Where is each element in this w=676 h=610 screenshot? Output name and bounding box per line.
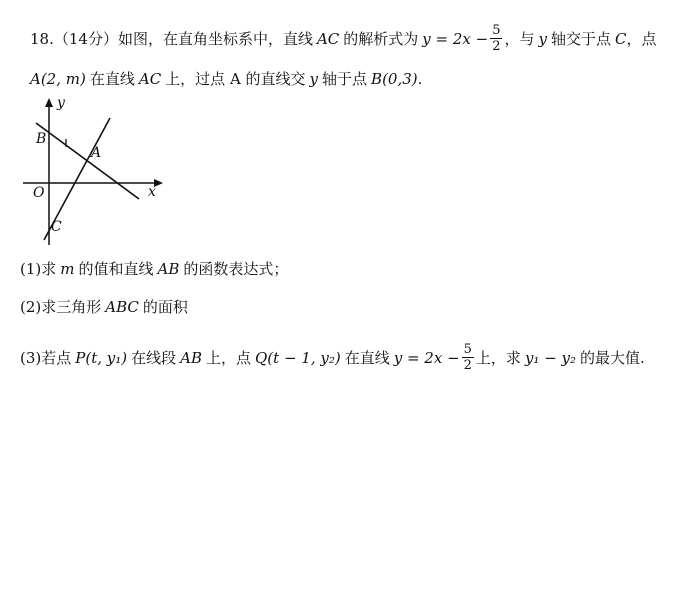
x-axis-label: x <box>148 184 156 200</box>
difference-expression: y₁ − y₂ <box>524 348 577 367</box>
line-ac-label: AC <box>316 29 340 48</box>
axis-intersect-text: 轴交于点 <box>550 30 611 48</box>
point-b-coordinates: B(0,3) <box>371 69 418 88</box>
period: . <box>417 69 423 88</box>
y-axis-arrow <box>45 98 53 107</box>
question-3-find-text: 上，求 <box>475 349 521 367</box>
question-3-line-text: 在直线 <box>344 349 390 367</box>
question-3-prefix: (3)若点 <box>20 349 72 367</box>
variable-m: m <box>60 259 75 278</box>
coordinate-figure <box>18 95 168 250</box>
point-q-coordinates: Q(t − 1, y₂) <box>255 348 341 367</box>
segment-ab-label: AB <box>180 348 202 367</box>
intersect-text: ，与 <box>504 30 535 48</box>
fraction-denominator: 2 <box>492 39 501 54</box>
question-2 <box>20 296 188 317</box>
point-a-coordinates: A(2, m) <box>30 69 86 88</box>
fraction-numerator: 5 <box>463 342 472 357</box>
point-text: ，点 <box>626 30 657 48</box>
analytic-expression-text: 的解析式为 <box>343 30 419 48</box>
triangle-abc-label: ABC <box>105 297 139 316</box>
question-3-end: 的最大值. <box>580 349 645 367</box>
line-ac-label: AC <box>138 69 162 88</box>
equation-ac: y = 2x − <box>422 29 489 48</box>
question-3-segment-text: 在线段 <box>131 349 177 367</box>
equation-ac: y = 2x − <box>393 348 460 367</box>
question-3-point-text: 上，点 <box>205 349 251 367</box>
question-2-prefix: (2)求三角形 <box>20 298 102 316</box>
y-axis-symbol: y <box>309 69 319 88</box>
axis-intersect-text: 轴于点 <box>322 70 368 88</box>
point-b-label: B <box>36 131 47 147</box>
point-a-label: A <box>91 145 102 161</box>
fraction-numerator: 5 <box>492 23 501 38</box>
question-3 <box>20 343 645 372</box>
point-c-label: C <box>51 219 62 235</box>
problem-statement-line-1 <box>30 24 657 53</box>
fraction-denominator: 2 <box>463 358 472 373</box>
line-ab-label: AB <box>157 259 180 278</box>
fraction-five-halves <box>490 24 502 53</box>
problem-statement-line-2 <box>30 68 422 89</box>
point-c-symbol: C <box>615 29 627 48</box>
y-axis-label: y <box>57 95 65 111</box>
question-1 <box>20 258 288 279</box>
question-1-mid: 的值和直线 <box>78 260 154 278</box>
point-p-coordinates: P(t, y₁) <box>75 348 128 367</box>
question-2-tail: 的面积 <box>142 298 188 316</box>
origin-label: O <box>33 185 45 201</box>
on-line-text: 在直线 <box>89 70 135 88</box>
fraction-five-halves <box>462 343 474 372</box>
through-point-text: 上，过点 A 的直线交 <box>165 70 306 88</box>
question-1-tail: 的函数表达式； <box>183 260 289 278</box>
problem-intro-text: 18.（14分）如图，在直角坐标系中，直线 <box>30 30 313 48</box>
y-axis-symbol: y <box>538 29 547 48</box>
question-1-prefix: (1)求 <box>20 260 57 278</box>
